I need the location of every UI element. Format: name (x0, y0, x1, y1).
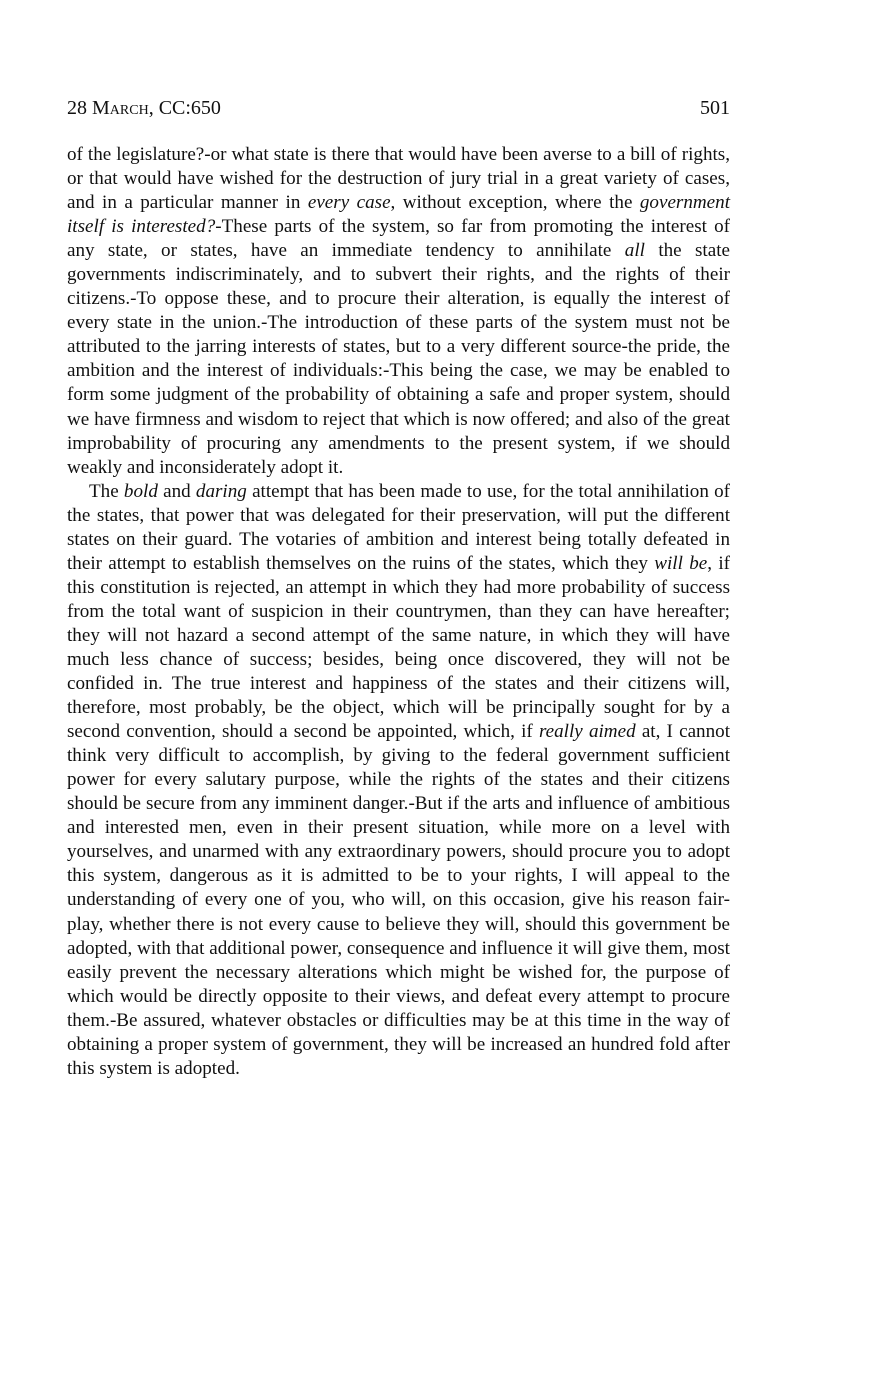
text-run: attempt that has been made to use, for the total annihilation of the states, that power that was delegated for their preservation, will put the different states on their guard. The votaries of ambition and interest being totally defeated in their attempt to establish themselves on the ruins of the states, which they (67, 480, 730, 574)
italic-text: every case (307, 192, 391, 214)
running-header (67, 95, 730, 121)
text-run: The (89, 480, 124, 502)
italic-text: bold (123, 480, 158, 502)
document-page (67, 95, 730, 1081)
body-text (67, 143, 730, 1081)
text-run: at, I cannot think very difficult to accomplish, by giving to the federal government sufficient power for every salutary purpose, while the rights of the states and their citizens should be secure from any imminent danger.-But if the arts and influence of ambitious and interested men, even in their present situation, while more on a level with yourselves, and unarmed with any extraordinary powers, should procure you to adopt this system, dangerous as it is admitted to be to your rights, I will appeal to the understanding of every one of you, who will, on this occasion, give his reason fair-play, whether there is not every cause to believe they will, should this government be adopted, with that additional power, consequence and influence it will give them, most easily prevent the necessary alterations which might be wished for, the purpose of which would be directly opposite to their views, and defeat every attempt to procure them.-Be assured, whatever obstacles or difficulties may be at this time in the way of obtaining a proper system of government, they will be increased an hundred fold after this system is adopted. (67, 721, 730, 1079)
text-run: -These parts of the system, so far from promoting the interest of any state, or states, have an immediate tendency to annihilate (67, 216, 730, 262)
text-run: the state governments indiscriminately, and to subvert their rights, and the rights of their citizens.-To oppose these, and to procure their alteration, is equally the interest of every state in the union.-The introduction of these parts of the system must not be attributed to the jarring interests of states, but to a very different source-the pride, the ambition and the interest of individuals:-This being the case, we may be enabled to form some judgment of the probability of obtaining a safe and proper system, should we have firmness and wisdom to reject that which is now offered; and also of the great improbability of procuring any amendments to the present system, if we should weakly and inconsiderately adopt it. (67, 240, 730, 478)
text-run: and (157, 480, 196, 502)
italic-text: all (624, 240, 645, 262)
italic-text: will be (654, 552, 708, 574)
header-doc-ref: , CC:650 (148, 97, 221, 119)
paragraph (67, 480, 730, 1081)
paragraph (67, 143, 730, 480)
header-date-day: 28 (67, 97, 92, 119)
italic-text: really aimed (538, 721, 636, 743)
running-head-left (67, 95, 221, 121)
text-run: of the legislature?-or what state is there that would have been averse to a bill of rights, or that would have wished for the destruction of jury trial in a great variety of cases, and in a particular manner in (67, 144, 730, 214)
text-run: , if this constitution is rejected, an attempt in which they had more probability of success from the total want of suspicion in their countrymen, than they can have hereafter; they will not hazard a second attempt of the same nature, in which they will have much less chance of success; besides, being once discovered, they will not be confided in. The true interest and happiness of the states and their citizens will, therefore, most probably, be the object, which will be principally sought for by a second convention, should a second be appointed, which, if (67, 552, 730, 743)
text-run: , without exception, where the (390, 192, 640, 214)
italic-text: government itself is interested? (67, 192, 731, 238)
page-number: 501 (700, 97, 730, 119)
italic-text: daring (195, 480, 247, 502)
header-date-month: March (92, 97, 149, 119)
